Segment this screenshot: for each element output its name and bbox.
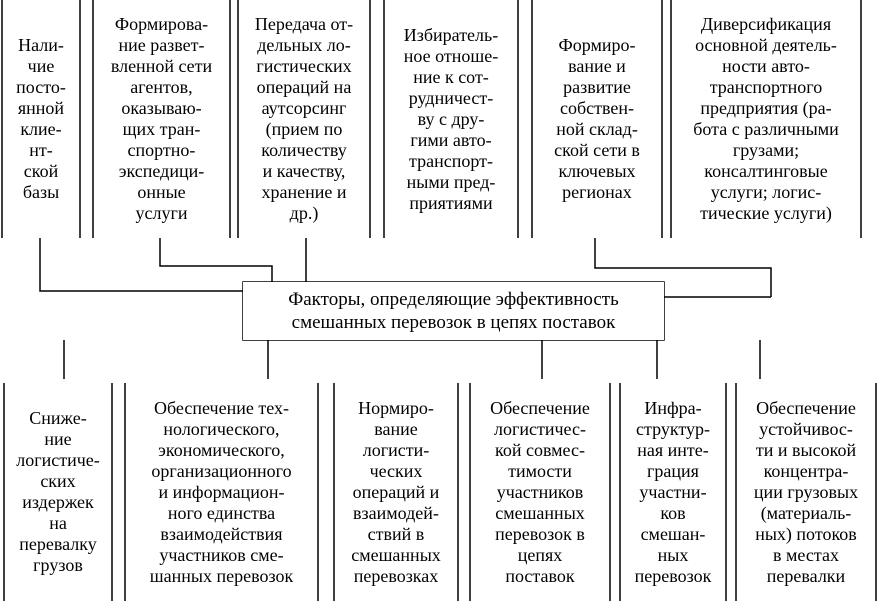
top-factor-agent-network: Формирова- ние развет- вленной сети агентов, оказываю- щих тран- спортно- экспедици- онные услуги [110, 14, 213, 223]
bottom-factor-flow-stability: Обеспечение устойчивос- ти и высокой концентра- ции грузовых (материаль- ных) потоков в местах перевалки [753, 397, 859, 586]
bottom-factor-infrastructure: Инфра- структур- ная инте- грация участни- ков смешан- ных перевозок [634, 397, 712, 586]
top-factor-diversification: Диверсификация основной деятель- ности авто- транспортного предприятия (ра- бота с различными грузами; консалтинговые услуги; логис- тические услуги) [693, 14, 839, 223]
central-factors-title: Факторы, определяющие эффективность смешанных перевозок в цепях поставок [243, 282, 664, 340]
top-factor-client-base: Нали- чие посто- янной клие- нт- ской базы [16, 35, 66, 202]
top-factor-selective-cooperation: Избиратель- ное отноше- ние к сот- рудничест- ву с дру- гими авто- транспорт- ными пред- приятиями [403, 24, 499, 213]
bottom-factor-unity: Обеспечение тех- нологического, экономического, организационного и информацион- ного единства взаимодействия участников сме- шанных перевозок [149, 397, 294, 586]
top-factor-warehouse-network: Формиро- вание и развитие собствен- ной склад- ской сети в ключевых регионах [554, 35, 640, 202]
bottom-factor-cost-reduction: Сниже- ние логистиче- ских издержек на перевалку грузов [16, 408, 100, 575]
bottom-factor-standardization: Нормиро- вание логисти- ческих операций и взаимодей- ствий в смешанных перевозках [351, 397, 441, 586]
top-factor-outsourcing: Передача от- дельных ло- гистических операций на аутсорсинг (прием по количеству и качеству, хранение и др.) [254, 14, 354, 223]
bottom-factor-compatibility: Обеспечение логистичес- кой совмес- тимости участников смешанных перевозок в цепях поставок [490, 397, 590, 586]
